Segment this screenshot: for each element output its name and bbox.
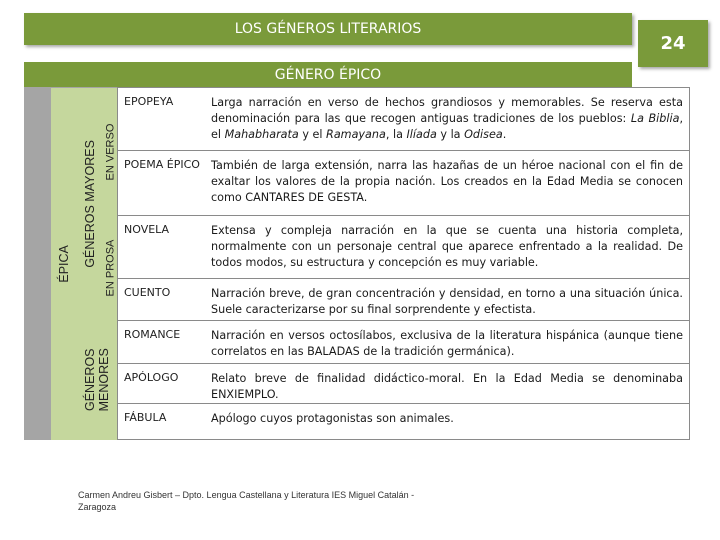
table-row <box>118 404 689 439</box>
table-row <box>118 151 689 216</box>
row-definition: Relato breve de finalidad didáctico-moral. En la Edad Media se denominaba ENXIEMPLO. <box>211 372 683 401</box>
row-definition: Narración en versos octosílabos, exclusiva de la literatura hispánica (aunque tiene correlatos en las BALADAS de la tradición germánica). <box>211 329 683 358</box>
row-definition: También de larga extensión, narra las hazañas de un héroe nacional con el fin de exaltar los valores de la propia nación. Los creados en la Edad Media se conocen como CANTARES DE GESTA. <box>211 159 683 204</box>
row-definition: Narración breve, de gran concentración y densidad, en torno a una situación única. Suele caracterizarse por su final sorprendente y efectista. <box>211 287 683 316</box>
table-row <box>118 364 689 404</box>
row-term: ROMANCE <box>124 328 181 341</box>
row-definition: Apólogo cuyos protagonistas son animales. <box>211 412 454 425</box>
epica-label-text: ÉPICA <box>56 245 71 283</box>
en-verso-label <box>103 88 117 216</box>
generos-menores-line2: MENORES <box>96 348 111 412</box>
generos-menores-label <box>78 320 117 440</box>
row-term: APÓLOGO <box>124 371 179 384</box>
page-number-badge: 24 <box>638 20 708 67</box>
table-row <box>118 279 689 321</box>
footer-credit: Carmen Andreu Gisbert – Dpto. Lengua Castellana y Literatura IES Miguel Catalán - Zaragoza <box>78 490 415 513</box>
row-term: NOVELA <box>124 223 170 236</box>
row-definition: Larga narración en verso de hechos grandiosos y memorables. Se reserva esta denominación para las que recogen antiguas tradiciones de los pueblos: La Biblia, el Mahabharata y el Ramayana, la Ilíada y la Odisea. <box>211 96 683 141</box>
row-term: POEMA ÉPICO <box>124 158 200 171</box>
en-prosa-label-text: EN PROSA <box>103 239 116 297</box>
epica-label <box>51 88 78 440</box>
row-term: CUENTO <box>124 286 171 299</box>
table-row <box>118 321 689 364</box>
table-row <box>118 88 689 151</box>
generos-mayores-label-text: GÉNEROS MAYORES <box>82 140 97 268</box>
section-title: GÉNERO ÉPICO <box>24 62 632 88</box>
slide-title: LOS GÉNEROS LITERARIOS <box>24 13 632 45</box>
genre-table <box>117 87 690 440</box>
row-definition: Extensa y compleja narración en la que se cuenta una historia completa, normalmente con un personaje central que aparece enfrentado a la realidad. De todos modos, su estructura y concepción es muy variable. <box>211 224 683 269</box>
en-verso-label-text: EN VERSO <box>103 123 116 181</box>
row-term: FÁBULA <box>124 411 167 424</box>
row-term: EPOPEYA <box>124 95 174 108</box>
generos-menores-line1: GÉNEROS <box>82 348 97 412</box>
generos-mayores-label <box>78 88 103 320</box>
generos-menores-label-text <box>84 348 112 411</box>
table-row <box>118 216 689 279</box>
en-prosa-label <box>103 216 117 320</box>
